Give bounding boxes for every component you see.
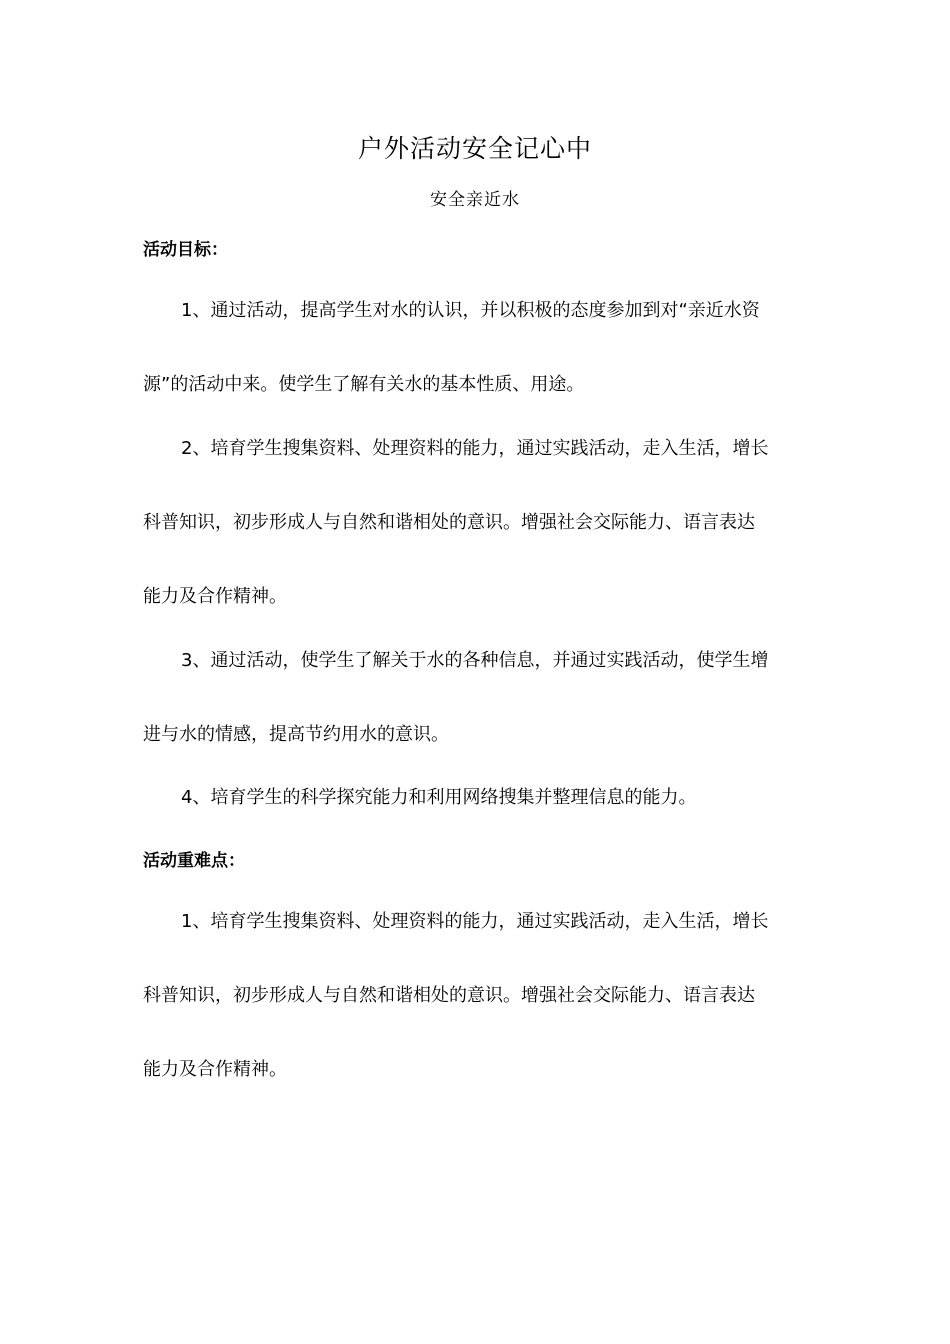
paragraph-line: 1、通过活动，提高学生对水的认识，并以积极的态度参加到对“亲近水资 (181, 300, 760, 321)
document-title: 户外活动安全记心中 (357, 134, 592, 163)
paragraph-line: 2、培育学生搜集资料、处理资料的能力，通过实践活动，走入生活，增长 (181, 438, 769, 459)
paragraph-line: 源”的活动中来。使学生了解有关水的基本性质、用途。 (143, 374, 585, 395)
goal-paragraph-3 (143, 624, 809, 772)
paragraph-line: 科普知识，初步形成人与自然和谐相处的意识。增强社会交际能力、语言表达 (143, 512, 755, 533)
section-heading-goals: 活动目标： (143, 240, 228, 260)
goal-paragraph-2 (143, 412, 809, 634)
document-subtitle: 安全亲近水 (430, 190, 520, 210)
paragraph-line: 科普知识，初步形成人与自然和谐相处的意识。增强社会交际能力、语言表达 (143, 985, 755, 1006)
key-point-paragraph-1 (143, 885, 809, 1107)
paragraph-line: 3、通过活动，使学生了解关于水的各种信息，并通过实践活动，使学生增 (181, 650, 769, 671)
paragraph-line: 能力及合作精神。 (143, 586, 287, 607)
paragraph-line: 4、培育学生的科学探究能力和利用网络搜集并整理信息的能力。 (181, 787, 697, 808)
paragraph-line: 进与水的情感，提高节约用水的意识。 (143, 724, 449, 745)
goal-paragraph-1 (143, 274, 809, 422)
paragraph-line: 能力及合作精神。 (143, 1059, 287, 1080)
paragraph-line: 1、培育学生搜集资料、处理资料的能力，通过实践活动，走入生活，增长 (181, 911, 769, 932)
goal-paragraph-4 (143, 761, 809, 835)
section-heading-key-points: 活动重难点： (143, 851, 245, 871)
